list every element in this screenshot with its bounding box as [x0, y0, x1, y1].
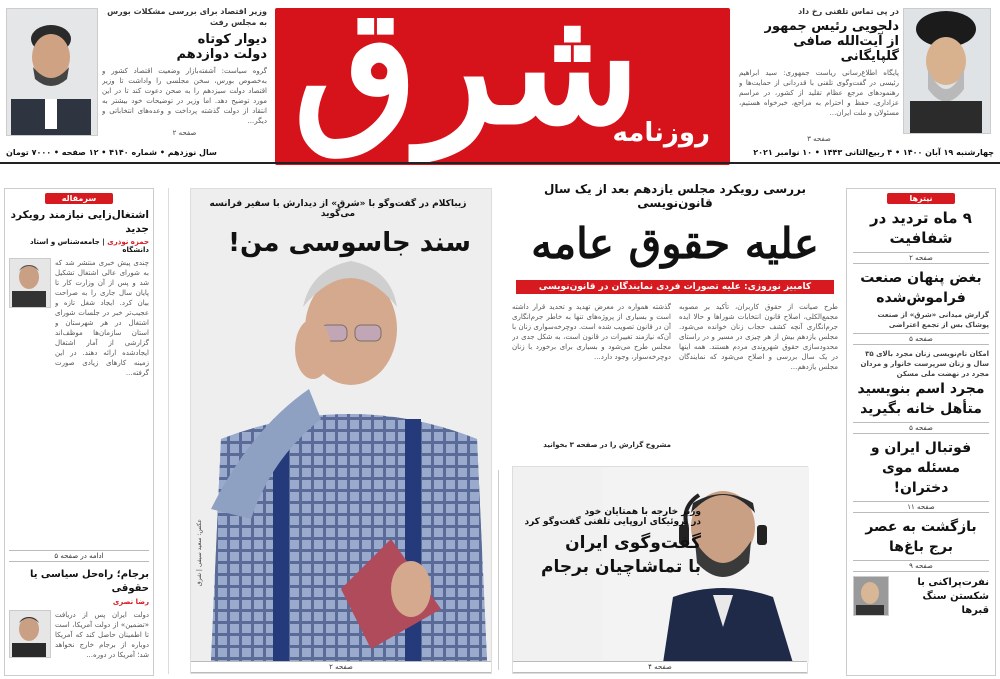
economy-minister-photo-icon — [6, 9, 97, 136]
minister-story — [512, 466, 808, 674]
masthead-logo — [275, 0, 730, 165]
notes-column — [846, 188, 996, 676]
lead-subhead: کامبیز نوروزی: علیه تصورات فردی نمایندگان در قانون‌نویسی — [516, 280, 834, 294]
top-right-headline-2: از آیت‌الله صافی گلپایگانی — [793, 34, 899, 64]
note-headline: نفرت‌پراکنی با شکستن سنگ قبرها — [917, 577, 989, 616]
feature-photo-credit: عکس: سعید سیفی | شرق — [196, 519, 203, 586]
notes-tag: نیترها — [887, 193, 955, 204]
editorial-headline[interactable]: اشتغال‌زایی نیازمند رویکرد جدید — [10, 209, 149, 235]
note-headline: فوتبال ایران و مسئله موی دختران! — [870, 440, 972, 496]
raisi-portrait-photo-icon — [903, 9, 990, 134]
top-left-page-ref: صفحه ۲ — [172, 129, 197, 137]
editorial-author-photo-icon — [9, 259, 50, 308]
lead-body-right: طرح صیانت از حقوق کاربران، تأکید بر مصوبه مجمع‌الکلی، اصلاح قانون انتخابات شوراها و حالا ایده جرم‌انگاری آنچه کشف حجاب زنان خوانده می‌شود. مجلس یازدهم بیش از هر چیزی در مسیر و در راستای محدودسازی حقوق شهروندی مردم هستند. همه اینها در یک سال بررسی و اصلاح می‌شود که نمایندگان مجلس یازدهم... — [679, 303, 838, 371]
editorial-column — [4, 188, 154, 676]
second-op-body: دولت ایران پس از دریافت «تضمین» از دولت آمریکا، است تا اطمینان حاصل کند که آمریکا دوباره از برجام خارج نخواهد شد؛ آمریکا در دوره... — [55, 611, 149, 659]
top-left-kicker: وزیر اقتصاد برای بررسی مشکلات بورس به مجلس رفت — [107, 7, 267, 27]
note-headline: بازگشت به عصر برج باغ‌ها — [865, 519, 977, 555]
masthead-subtitle: روزنامه — [612, 118, 710, 148]
second-op-author-photo — [9, 610, 51, 658]
note-thumbnail — [853, 576, 889, 616]
minister-kicker-1: وزیر خارجه با همتایان خود — [584, 507, 701, 517]
lead-page-ref[interactable]: مشروح گزارش را در صفحه ۳ بخوانید — [543, 441, 671, 449]
note-headline: بغض پنهان صنعت فراموش‌شده — [860, 270, 982, 306]
note-item[interactable] — [847, 208, 995, 264]
second-op-author-photo-icon — [9, 611, 50, 658]
feature-page-ref[interactable]: صفحه ۲ — [191, 661, 491, 673]
top-right-headline-1: دلجویی رئیس جمهور — [764, 19, 899, 34]
raisi-portrait — [903, 8, 991, 134]
top-left-headline-1: دیوار کوتاه — [197, 32, 267, 47]
note-item[interactable] — [847, 434, 995, 513]
minister-headline-1: گفت‌وگوی ایران — [565, 533, 701, 553]
top-right-page-ref: صفحه ۳ — [807, 135, 831, 143]
editorial-body: چندی پیش خبری منتشر شد که به شورای عالی اشتغال تشکیل شد و پس از آن وزارت کار تا پایان سال جاری را به صراحت بیان کرد. ایجاد شغل تازه و عجیب‌تر خبر در جلسات شورای اشتغال در هر شهرستان و استان سازمان‌ها موظف‌اند گزارشی از آمار اشتغال ایجادشده ارائه دهند. در این زمینه کارهای زیادی صورت گرفته... — [55, 259, 149, 377]
feature-story — [190, 188, 492, 674]
note-item[interactable] — [847, 572, 995, 624]
editorial-author-role: جامعه‌شناس و استاد دانشگاه — [30, 238, 149, 254]
note-page-ref: صفحه ۵ — [853, 333, 989, 345]
minister-page-ref[interactable]: صفحه ۴ — [513, 661, 807, 673]
editorial-tag: سرمقاله — [45, 193, 113, 204]
note-headline: مجرد اسم بنویسید متأهل خانه بگیرید — [857, 381, 985, 417]
note-page-ref: صفحه ۱۱ — [853, 501, 989, 513]
masthead-logo-text: شرق — [293, 0, 640, 160]
date-line: چهارشنبه ۱۹ آبان ۱۴۰۰ • ۴ ربیع‌الثانی ۱۴۴۳ • ۱۰ نوامبر ۲۰۲۱ — [753, 148, 994, 157]
top-right-kicker: در پی تماس تلفنی رخ داد — [798, 7, 899, 16]
minister-kicker-2: در تروئیکای اروپایی تلفنی گفت‌وگو کرد — [524, 517, 701, 527]
note-kicker: امکان نام‌نویسی زنان مجرد بالای ۳۵ سال و زنان سرپرست خانوار و مردان مجرد در نهضت ملی مسکن — [860, 350, 989, 378]
editorial-author-separator: | — [99, 238, 105, 246]
second-op-author: رضا نصری — [112, 598, 149, 606]
note-page-ref: صفحه ۵ — [853, 422, 989, 434]
column-divider — [168, 188, 169, 674]
note-item[interactable] — [847, 264, 995, 345]
note-page-ref: صفحه ۲ — [853, 252, 989, 264]
lead-headline: علیه حقوق عامه — [531, 219, 819, 268]
gravestone-photo-icon — [853, 577, 888, 616]
top-left-story — [4, 4, 269, 144]
editorial-author: حمزه نوذری — [107, 238, 149, 246]
feature-kicker: زیباکلام در گفت‌وگو با «شرق» از دیدارش با سفیر فرانسه می‌گوید — [209, 199, 467, 219]
note-item[interactable] — [847, 345, 995, 434]
top-left-body: گروه سیاست: آشفته‌بازار وضعیت اقتصاد کشور و به‌خصوص بورس، سخن مجلسی را واداشت تا وزیر اقتصاد دولت سیزدهم را به صحن دعوت کند تا در این مورد توضیح دهد. اما وزیر در توضیحات خود بیشتر به انتقاد از دولت گذشته پرداخت و وعده‌های انتخاباتی و دیگر... — [102, 67, 267, 125]
second-op-headline[interactable]: برجام؛ راه‌حل سیاسی یا حقوقی — [29, 569, 149, 594]
column-divider — [498, 470, 499, 670]
feature-headline: سند جاسوسی من! — [228, 228, 471, 258]
note-sub: گزارش میدانی «شرق» از صنعت پوشاک بس از تجمع اعتراضی — [877, 311, 989, 329]
top-left-headline-2: دولت دوازدهم — [176, 47, 267, 62]
lead-kicker: بررسی رویکرد مجلس یازدهم بعد از یک سال قانون‌نویسی — [543, 182, 807, 210]
lead-story — [508, 182, 842, 462]
minister-portrait — [6, 8, 98, 136]
top-right-body: پایگاه اطلاع‌رسانی ریاست جمهوری: سید ابراهیم رئیسی در گفت‌وگوی تلفنی با قدردانی از حمایت‌ها و رهنمودهای مرجع عظام تقلید از کشور، در مراسم عزاداری، حفظ و احترام به مراجع، خبرخواه هستیم، مسئولان و ملت ایران... — [739, 69, 899, 117]
editorial-author-photo — [9, 258, 51, 308]
editorial-continued[interactable]: ادامه در صفحه ۵ — [9, 550, 149, 562]
note-item[interactable] — [847, 513, 995, 572]
note-page-ref: صفحه ۹ — [853, 560, 989, 572]
minister-headline-2: با تماشاچیان برجام — [540, 557, 701, 577]
top-right-story — [733, 4, 995, 144]
dateline-bar — [0, 146, 1000, 164]
issue-line: سال نوزدهم • شماره ۴۱۴۰ • ۱۲ صفحه • ۷۰۰۰ تومان — [6, 148, 217, 157]
lead-body-left: گذشته همواره در معرض تهدید و تحدید قرار داشته است و بسیاری از پروژه‌های تنها به خاطر جرم‌انگاری آن در قانون تصویب شده است. دوچرخه‌سواری زنان با آن‌که نیازمند تغییرات در قانون است، به شکل جدی در مجلس طرح می‌شود و بسیاری برای برخورد با زنان دوچرخه‌سوار، وجود دارد... — [512, 303, 671, 361]
note-headline: ۹ ماه تردید در شفافیت — [870, 209, 972, 247]
